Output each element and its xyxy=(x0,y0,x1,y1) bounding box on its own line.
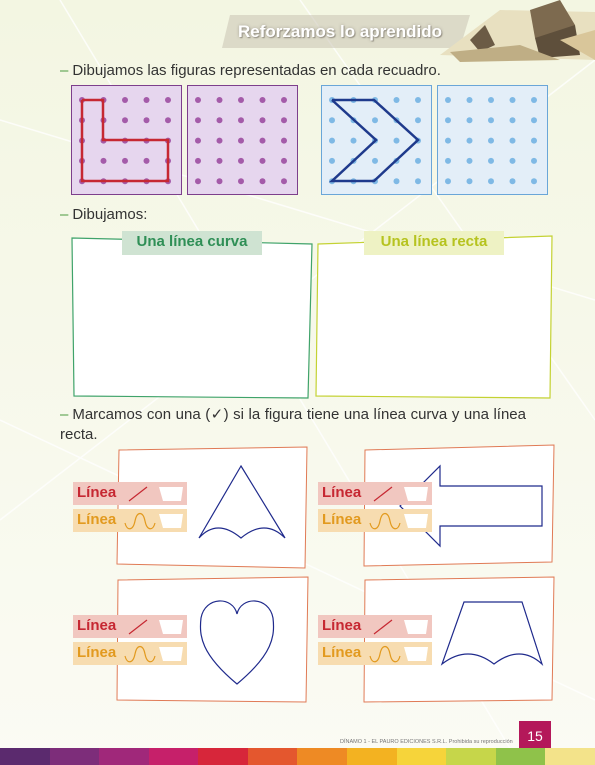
curved-line-icon xyxy=(123,511,187,531)
bullet-dash: – xyxy=(60,406,69,423)
instruction-1 xyxy=(60,62,441,79)
grid-dot xyxy=(238,178,244,184)
straight-line-icon xyxy=(123,484,187,504)
publisher-footer: DÍNAMO 1 - EL PAURO EDICIONES S.R.L. Prohibida su reproducción xyxy=(340,739,513,745)
dot-grid-chevron-model xyxy=(321,85,432,195)
grid-dot xyxy=(238,117,244,123)
curved-line-icon xyxy=(123,644,187,664)
grid-dot xyxy=(394,178,400,184)
grid-dot xyxy=(238,138,244,144)
checkbox[interactable] xyxy=(159,514,183,528)
grid-dot xyxy=(488,178,494,184)
curved-line-label: Línea xyxy=(322,511,362,528)
grid-dot xyxy=(217,97,223,103)
straight-line-icon xyxy=(368,484,432,504)
grid-dot xyxy=(195,117,201,123)
grid-dot xyxy=(445,138,451,144)
grid-dot xyxy=(394,138,400,144)
grid-dot xyxy=(165,117,171,123)
grid-dot xyxy=(467,178,473,184)
grid-dot xyxy=(195,97,201,103)
curved-line-label: Línea xyxy=(77,644,117,661)
grid-dot xyxy=(217,138,223,144)
exercise-card-arrow xyxy=(362,444,557,568)
grid-dot xyxy=(510,178,516,184)
grid-dot xyxy=(467,117,473,123)
straight-line-icon xyxy=(368,617,432,637)
grid-dot xyxy=(445,97,451,103)
dot-grid-purple-blank[interactable] xyxy=(187,85,298,195)
grid-dot xyxy=(372,158,378,164)
curve-drawing-box[interactable] xyxy=(70,230,314,402)
grid-dot xyxy=(281,97,287,103)
grid-dot xyxy=(372,117,378,123)
bullet-dash: – xyxy=(60,62,69,79)
grid-dot xyxy=(510,97,516,103)
grid-dot xyxy=(238,97,244,103)
grid-dot xyxy=(467,97,473,103)
grid-dot xyxy=(195,178,201,184)
checkbox[interactable] xyxy=(159,620,183,634)
grid-dot xyxy=(467,138,473,144)
checkbox[interactable] xyxy=(404,487,428,501)
checkbox[interactable] xyxy=(404,514,428,528)
instruction-3-text: Marcamos con una (✓) si la figura tiene una línea curva y una línea recta. xyxy=(60,406,526,443)
checkbox[interactable] xyxy=(159,487,183,501)
page-number: 15 xyxy=(519,721,551,751)
curved-line-icon xyxy=(368,644,432,664)
curved-line-label: Línea xyxy=(322,644,362,661)
instruction-3 xyxy=(60,405,526,445)
checkbox[interactable] xyxy=(159,647,183,661)
grid-dot xyxy=(531,117,537,123)
straight-line-label-row xyxy=(73,615,187,638)
instruction-2 xyxy=(60,206,147,223)
curved-line-icon xyxy=(368,511,432,531)
curve-label-tab: Una línea curva xyxy=(122,231,262,255)
grid-dot xyxy=(122,97,128,103)
grid-dot xyxy=(415,158,421,164)
footer-color-stripes xyxy=(0,748,595,765)
grid-dot xyxy=(260,178,266,184)
grid-dot xyxy=(144,117,150,123)
grid-dot xyxy=(488,97,494,103)
grid-dot xyxy=(415,117,421,123)
straight-line-label: Línea xyxy=(322,617,362,634)
straight-line-label: Línea xyxy=(77,617,117,634)
grid-dot xyxy=(101,158,107,164)
grid-dot xyxy=(281,117,287,123)
grid-dot xyxy=(329,138,335,144)
checkbox[interactable] xyxy=(404,620,428,634)
grid-dot xyxy=(445,117,451,123)
grid-dot xyxy=(195,158,201,164)
grid-dot xyxy=(531,178,537,184)
grid-dot xyxy=(445,158,451,164)
grid-dot xyxy=(122,158,128,164)
grid-dot xyxy=(329,117,335,123)
grid-dot xyxy=(445,178,451,184)
grid-dot xyxy=(281,158,287,164)
grid-dot xyxy=(510,117,516,123)
grid-dot xyxy=(217,178,223,184)
straight-line-label-row xyxy=(318,615,432,638)
grid-dot xyxy=(488,117,494,123)
exercise-card-heart xyxy=(115,576,310,704)
exercise-card-trapezoid xyxy=(362,576,557,704)
grid-dot xyxy=(260,138,266,144)
grid-dot xyxy=(531,158,537,164)
straight-line-icon xyxy=(123,617,187,637)
curved-line-label-row xyxy=(73,509,187,532)
instruction-1-text: Dibujamos las figuras representadas en cada recuadro. xyxy=(72,62,441,79)
grid-dot xyxy=(165,97,171,103)
grid-dot xyxy=(415,97,421,103)
grid-dot xyxy=(488,158,494,164)
grid-dot xyxy=(531,97,537,103)
grid-dot xyxy=(144,97,150,103)
straight-line-label: Línea xyxy=(322,484,362,501)
grid-dot xyxy=(260,158,266,164)
grid-dot xyxy=(531,138,537,144)
grid-dot xyxy=(281,138,287,144)
dot-grid-l-shape-model xyxy=(71,85,182,195)
instruction-2-text: Dibujamos: xyxy=(72,206,148,223)
grid-dot xyxy=(488,138,494,144)
exercise-card-triangle xyxy=(115,446,310,570)
grid-dot xyxy=(351,138,357,144)
grid-dot xyxy=(260,97,266,103)
dot-grid-blue-blank[interactable] xyxy=(437,85,548,195)
straight-line-label-row xyxy=(73,482,187,505)
straight-line-label: Línea xyxy=(77,484,117,501)
grid-dot xyxy=(122,117,128,123)
grid-dot xyxy=(238,158,244,164)
grid-dot xyxy=(260,117,266,123)
curved-line-label-row xyxy=(318,509,432,532)
grid-dot xyxy=(467,158,473,164)
grid-dot xyxy=(195,138,201,144)
grid-dot xyxy=(415,178,421,184)
grid-dot xyxy=(217,158,223,164)
curved-line-label: Línea xyxy=(77,511,117,528)
grid-dot xyxy=(217,117,223,123)
grid-dot xyxy=(281,178,287,184)
curved-line-label-row xyxy=(318,642,432,665)
grid-dot xyxy=(329,158,335,164)
straight-drawing-box[interactable] xyxy=(312,230,556,402)
curved-line-label-row xyxy=(73,642,187,665)
checkbox[interactable] xyxy=(404,647,428,661)
grid-dot xyxy=(510,158,516,164)
straight-line-label-row xyxy=(318,482,432,505)
grid-dot xyxy=(510,138,516,144)
grid-dot xyxy=(144,158,150,164)
straight-label-tab: Una línea recta xyxy=(364,231,504,255)
grid-dot xyxy=(394,97,400,103)
bullet-dash: – xyxy=(60,206,69,223)
page-header-title: Reforzamos lo aprendido xyxy=(238,22,443,41)
